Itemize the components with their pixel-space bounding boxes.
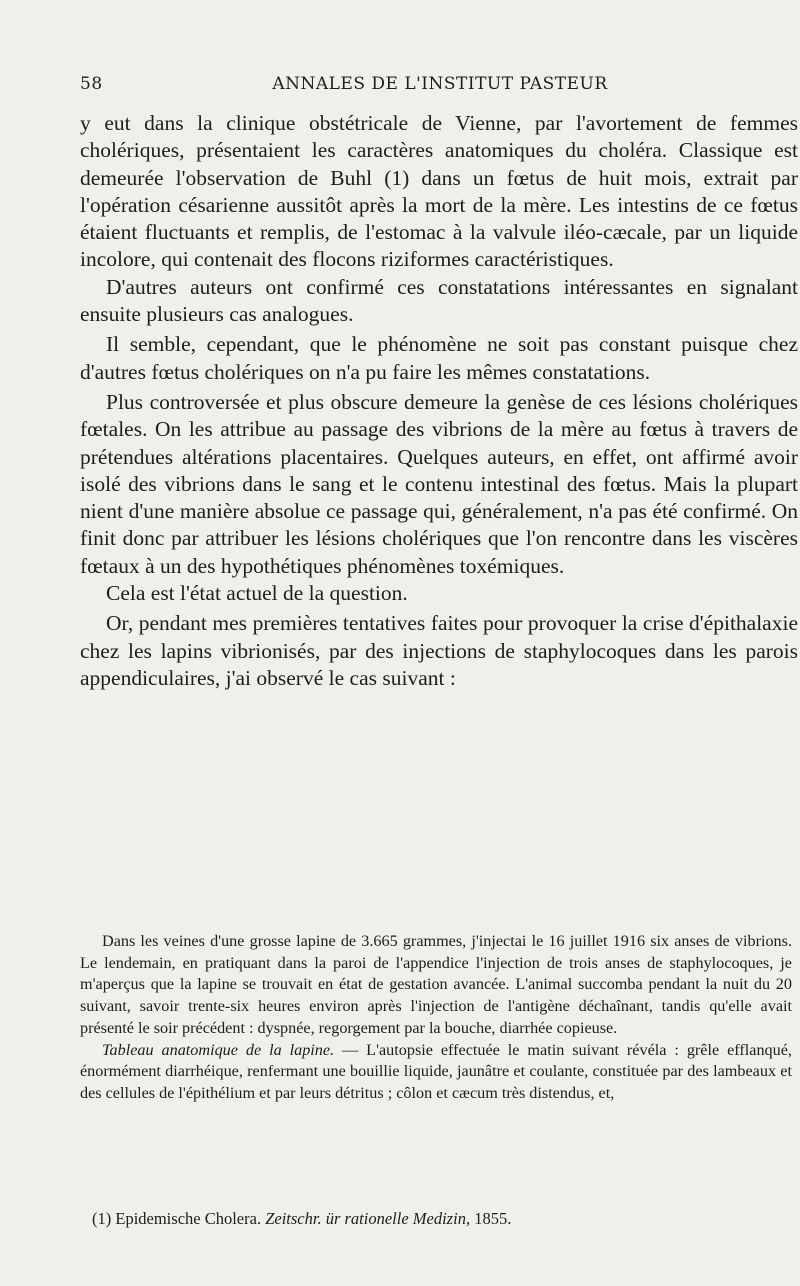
running-header (80, 74, 800, 100)
observation-paragraph-2 (80, 1040, 792, 1105)
paragraph-6: Or, pendant mes premières tentatives faites pour provoquer la crise d'épithalaxie chez les lapins vibrionisés, par des injections de staphylocoques dans les parois appendiculaires, j'ai observé le cas suivant : (80, 611, 798, 690)
running-title: ANNALES DE L'INSTITUT PASTEUR (272, 74, 608, 94)
paragraph-3: Il semble, cependant, que le phénomène ne soit pas constant puisque chez d'autres fœtus cholériques on n'a pu faire les mêmes constatations. (80, 332, 798, 384)
page-number: 58 (80, 74, 103, 94)
paragraph-4: Plus controversée et plus obscure demeure la genèse de ces lésions cholériques fœtales. On les attribue au passage des vibrions de la mère au fœtus à travers de prétendues altérations placentaires. Quelques auteurs, en effet, ont affirmé avoir isolé des vibrions dans le sang et le contenu intestinal des fœtus. Mais la plupart nient d'une manière absolue ce passage qui, généralement, n'a pas été confirmé. On finit donc par attribuer les lésions cholériques que l'on rencontre dans les viscères fœtaux à un des hypothétiques phénomènes toxémiques. (80, 389, 798, 578)
observation-subheading: Tableau anatomique de la lapine. (102, 1040, 335, 1059)
footnote-year: 1855. (470, 1209, 512, 1228)
footnote-source: Zeitschr. ür rationelle Medizin, (265, 1209, 471, 1228)
footnote-marker: (1) Epidemische Cholera. (92, 1209, 262, 1228)
paragraph-5: Cela est l'état actuel de la question. (106, 581, 408, 606)
observation-text (80, 931, 792, 1105)
main-text (80, 110, 798, 692)
paragraph-2: D'autres auteurs ont confirmé ces constatations intéressantes en signalant ensuite plusieurs cas analogues. (80, 274, 798, 327)
footnote (92, 1208, 792, 1230)
observation-paragraph-1: Dans les veines d'une grosse lapine de 3.665 grammes, j'injectai le 16 juillet 1916 six anses de vibrions. Le lendemain, en pratiquant dans la paroi de l'appendice l'injection de trois anses de staphylocoques, je m'aperçus que la lapine se trouvait en état de gestation avancée. L'animal succomba pendant la nuit du 20 suivant, savoir trente-six heures environ après l'injection de l'antigène déchaînant, tandis qu'elle avait présenté le soir précédent : dyspnée, regorgement par la bouche, diarrhée copieuse. (80, 932, 792, 1037)
paragraph-1: y eut dans la clinique obstétricale de Vienne, par l'avortement de femmes cholériques, présentaient les caractères anatomiques du choléra. Classique est demeurée l'observation de Buhl (1) dans un fœtus de huit mois, extrait par l'opération césarienne aussitôt après la mort de la mère. Les intestins de ce fœtus étaient fluctuants et remplis, de l'estomac à la valvule iléo-cæcale, par un liquide incolore, qui contenait des flocons riziformes caractéristiques. (80, 111, 798, 272)
observation-paragraph-2-text: — L'autopsie effectuée le matin suivant révéla : grêle efflanqué, énormément diarrhéique, renfermant une bouillie liquide, jaunâtre et coulante, constituée par des lambeaux et des cellules de l'épithélium et par leurs détritus ; côlon et cæcum très distendus, et, (80, 1040, 792, 1102)
